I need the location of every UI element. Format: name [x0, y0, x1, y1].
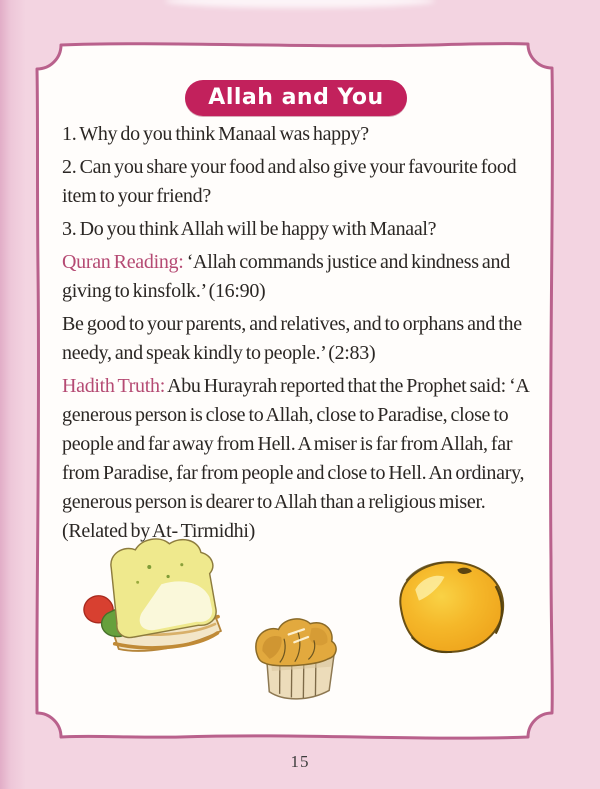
bread-bun-illustration: [244, 608, 356, 716]
page-title: Allah and You: [208, 84, 384, 110]
quran-reading-label: Quran Reading:: [62, 251, 184, 273]
hadith-truth-paragraph: [62, 372, 544, 546]
question-3: 3. Do you think Allah will be happy with Manaal?: [62, 218, 437, 240]
title-banner: [185, 80, 407, 116]
text-block: [62, 120, 544, 550]
quran-reading-paragraph: [62, 248, 544, 306]
page-number: 15: [290, 752, 310, 771]
quran-continuation-paragraph: Be good to your parents, and relatives, and to orphans and the needy, and speak kindly to people.’ (2:83): [62, 313, 522, 364]
hadith-truth-label: Hadith Truth:: [62, 375, 165, 397]
question-1: 1. Why do you think Manaal was happy?: [62, 123, 369, 145]
question-2: 2. Can you share your food and also give your favourite food item to your friend?: [62, 156, 517, 207]
sandwich-illustration: [76, 532, 248, 680]
hadith-truth-text: Abu Hurayrah reported that the Prophet said: ‘A generous person is close to Allah, close to Paradise, close to people and far away from Hell. A miser is far from Allah, far from Paradise, far from people and close to Hell. An ordinary, generous person is dearer to Allah than a religious miser. (Related by At- Tirmidhi): [62, 375, 529, 542]
quran-reading-text: ‘Allah commands justice and kindness and giving to kinsfolk.’ (16:90): [62, 251, 510, 302]
orange-illustration: [386, 552, 514, 664]
